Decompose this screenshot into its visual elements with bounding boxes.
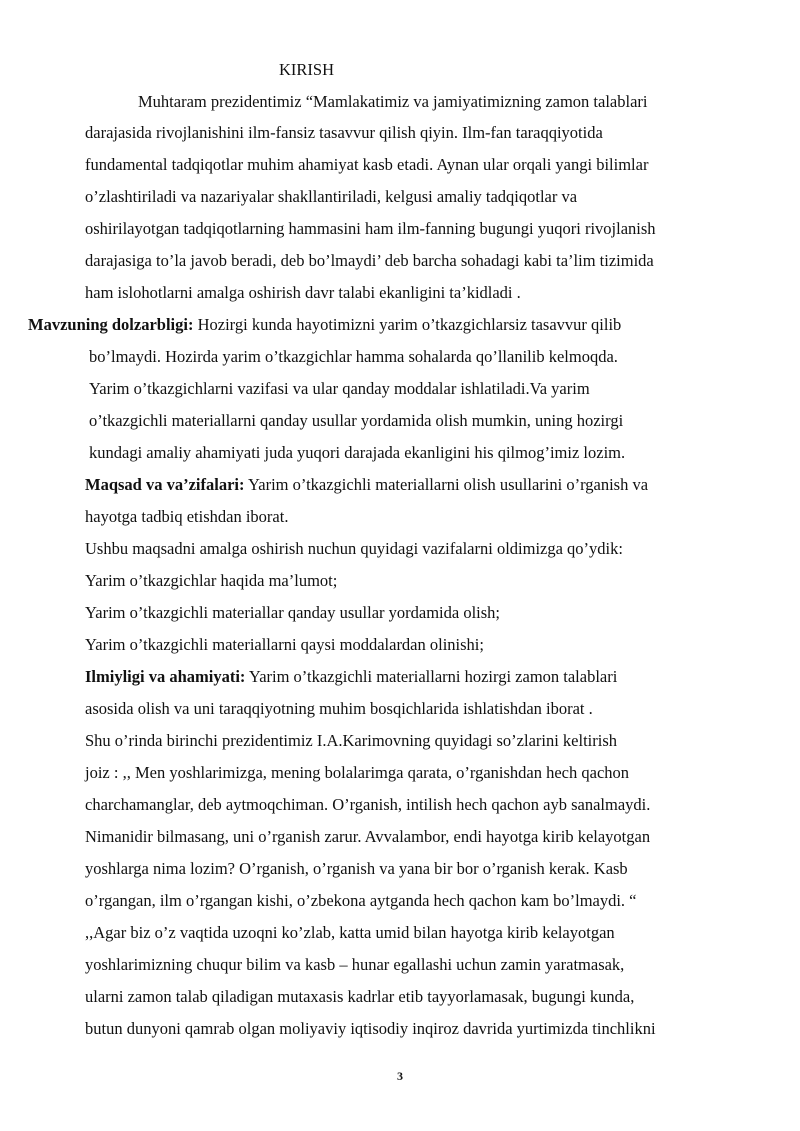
text-line: o’zlashtiriladi va nazariyalar shakllantiriladi, kelgusi amaliy tadqiqotlar va [85,187,578,206]
text-line: ham islohotlarni amalga oshirish davr talabi ekanligini ta’kidladi . [85,283,521,302]
text-line: kundagi amaliy ahamiyati juda yuqori darajada ekanligini his qilmog’imiz lozim. [89,443,626,462]
text-line: ,,Agar biz o’z vaqtida uzoqni ko’zlab, katta umid bilan hayotga kirib kelayotgan [85,923,615,942]
section-heading: Mavzuning dolzarbligi: [28,315,194,334]
text-line: charchamanglar, deb aytmoqchiman. O’rganish, intilish hech qachon ayb sanalmaydi. [85,795,651,814]
page-title: KIRISH [279,60,335,79]
text-line [85,666,617,688]
text-line: yoshlarga nima lozim? O’rganish, o’rganish va yana bir bor o’rganish kerak. Kasb [85,859,628,878]
text-line: butun dunyoni qamrab olgan moliyaviy iqtisodiy inqiroz davrida yurtimizda tinchlikni [85,1019,656,1038]
text-line: o’tkazgichli materiallarni qanday usullar yordamida olish mumkin, uning hozirgi [89,411,624,430]
list-item: Yarim o’tkazgichli materiallar qanday usullar yordamida olish; [85,603,500,622]
text-line: yoshlarimizning chuqur bilim va kasb – hunar egallashi uchun zamin yaratmasak, [85,955,625,974]
section-heading: Ilmiyligi va ahamiyati: [85,667,246,686]
section-text: Hozirgi kunda hayotimizni yarim o’tkazgichlarsiz tasavvur qilib [193,315,622,334]
text-line: oshirilayotgan tadqiqotlarning hammasini ham ilm-fanning bugungi yuqori rivojlanish [85,219,656,238]
text-line: Yarim o’tkazgichlarni vazifasi va ular qanday moddalar ishlatiladi.Va yarim [89,379,590,398]
page-number: 3 [397,1069,403,1083]
text-line: darajasida rivojlanishini ilm-fansiz tasavvur qilish qiyin. Ilm-fan taraqqiyotida [85,123,603,142]
section-text: Yarim o’tkazgichli materiallarni hozirgi zamon talablari [245,667,618,686]
text-line: ularni zamon talab qiladigan mutaxasis kadrlar etib tayyorlamasak, bugungi kunda, [85,987,635,1006]
text-line: asosida olish va uni taraqqiyotning muhim bosqichlarida ishlatishdan iborat . [85,699,593,718]
text-line: hayotga tadbiq etishdan iborat. [85,507,289,526]
text-line [85,474,648,496]
text-line [28,314,621,336]
text-line: fundamental tadqiqotlar muhim ahamiyat kasb etadi. Aynan ular orqali yangi bilimlar [85,155,649,174]
text-line: Muhtaram prezidentimiz “Mamlakatimiz va jamiyatimizning zamon talablari [138,92,648,111]
text-line: darajasiga to’la javob beradi, deb bo’lmaydi’ deb barcha sohadagi kabi ta’lim tizimida [85,251,654,270]
text-line: Shu o’rinda birinchi prezidentimiz I.A.Karimovning quyidagi so’zlarini keltirish [85,731,618,750]
text-line: Ushbu maqsadni amalga oshirish nuchun quyidagi vazifalarni oldimizga qo’ydik: [85,539,623,558]
list-item: Yarim o’tkazgichli materiallarni qaysi moddalardan olinishi; [85,635,484,654]
text-line: Nimanidir bilmasang, uni o’rganish zarur. Avvalambor, endi hayotga kirib kelayotgan [85,827,651,846]
list-item: Yarim o’tkazgichlar haqida ma’lumot; [85,571,338,590]
section-heading: Maqsad va va’zifalari: [85,475,245,494]
text-line: o’rgangan, ilm o’rgangan kishi, o’zbekona aytganda hech qachon kam bo’lmaydi. “ [85,891,637,910]
text-line: bo’lmaydi. Hozirda yarim o’tkazgichlar hamma sohalarda qo’llanilib kelmoqda. [89,347,618,366]
section-text: Yarim o’tkazgichli materiallarni olish usullarini o’rganish va [244,475,649,494]
text-line: joiz : ,, Men yoshlarimizga, mening bolalarimga qarata, o’rganishdan hech qachon [85,763,630,782]
